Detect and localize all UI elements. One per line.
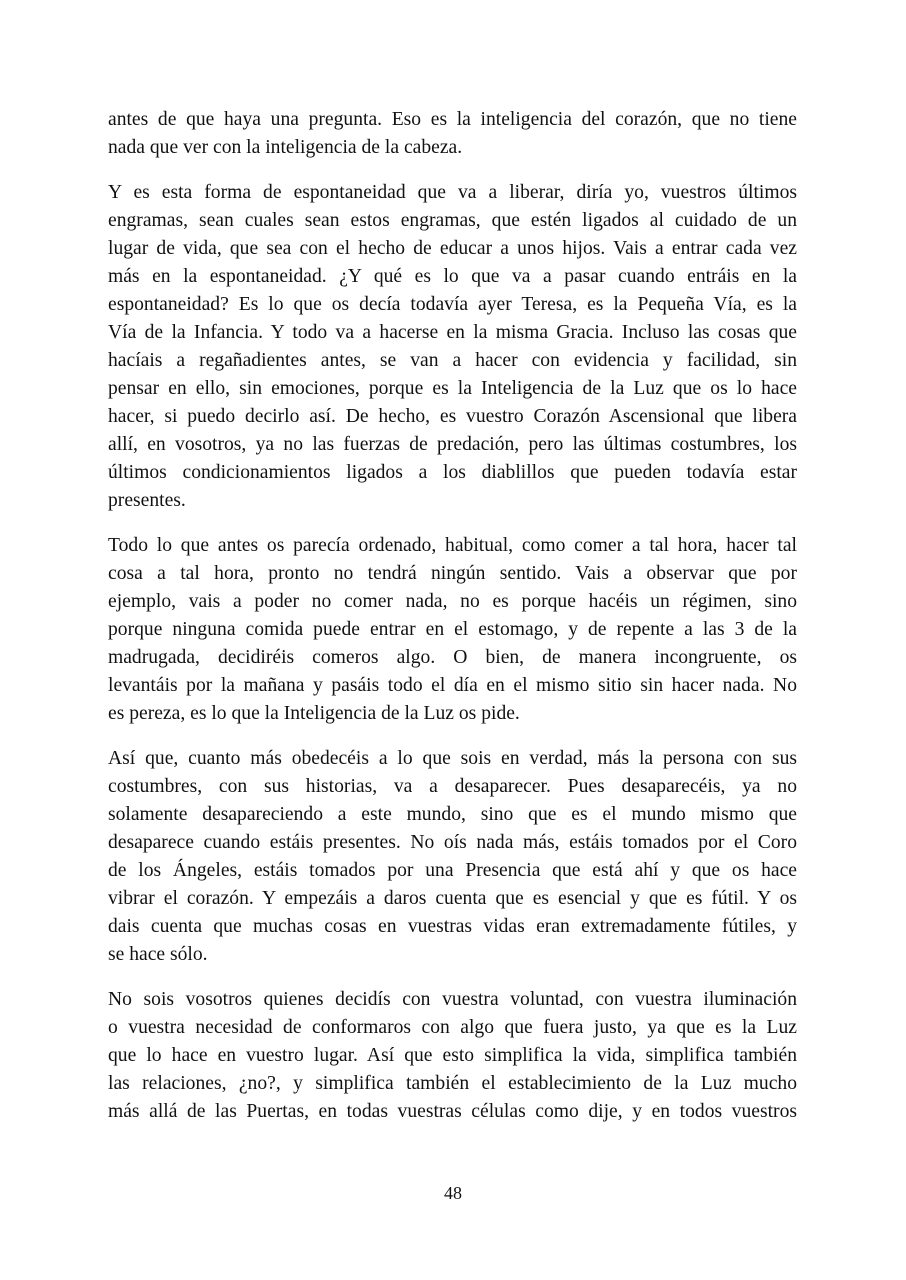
text-line: de los Ángeles, estáis tomados por una Presencia que está ahí y que os hace — [108, 860, 797, 881]
text-line: engramas, sean cuales sean estos engramas, que estén ligados al cuidado de un — [108, 210, 797, 231]
text-line: se hace sólo. — [108, 944, 208, 965]
page-number: 48 — [444, 1183, 462, 1203]
text-line: ejemplo, vais a poder no comer nada, no es porque hacéis un régimen, sino — [108, 591, 797, 612]
text-line: dais cuenta que muchas cosas en vuestras vidas eran extremadamente fútiles, y — [108, 916, 797, 937]
text-line: lugar de vida, que sea con el hecho de educar a unos hijos. Vais a entrar cada vez — [108, 238, 797, 259]
paragraph — [108, 106, 797, 162]
text-line: madrugada, decidiréis comeros algo. O bien, de manera incongruente, os — [108, 647, 797, 668]
text-line: hacíais a regañadientes antes, se van a hacer con evidencia y facilidad, sin — [108, 350, 797, 371]
text-line: pensar en ello, sin emociones, porque es la Inteligencia de la Luz que os lo hace — [108, 378, 797, 399]
text-line: que lo hace en vuestro lugar. Así que esto simplifica la vida, simplifica también — [108, 1045, 797, 1066]
text-line: No sois vosotros quienes decidís con vuestra voluntad, con vuestra iluminación — [108, 989, 797, 1010]
page-body — [108, 106, 797, 1143]
text-line: nada que ver con la inteligencia de la cabeza. — [108, 137, 463, 158]
text-line: Así que, cuanto más obedecéis a lo que sois en verdad, más la persona con sus — [108, 748, 797, 769]
text-line: levantáis por la mañana y pasáis todo el día en el mismo sitio sin hacer nada. No — [108, 675, 797, 696]
text-line: últimos condicionamientos ligados a los diablillos que pueden todavía estar — [108, 462, 797, 483]
text-line: Y es esta forma de espontaneidad que va a liberar, diría yo, vuestros últimos — [108, 182, 797, 203]
text-line: espontaneidad? Es lo que os decía todavía ayer Teresa, es la Pequeña Vía, es la — [108, 294, 797, 315]
text-line: desaparece cuando estáis presentes. No oís nada más, estáis tomados por el Coro — [108, 832, 797, 853]
text-line: o vuestra necesidad de conformaros con algo que fuera justo, ya que es la Luz — [108, 1017, 797, 1038]
text-line: allí, en vosotros, ya no las fuerzas de predación, pero las últimas costumbres, los — [108, 434, 797, 455]
text-line: más en la espontaneidad. ¿Y qué es lo que va a pasar cuando entráis en la — [108, 266, 797, 287]
paragraph — [108, 745, 797, 969]
text-line: Todo lo que antes os parecía ordenado, habitual, como comer a tal hora, hacer tal — [108, 535, 797, 556]
text-line: antes de que haya una pregunta. Eso es la inteligencia del corazón, que no tiene — [108, 109, 797, 130]
text-line: las relaciones, ¿no?, y simplifica también el establecimiento de la Luz mucho — [108, 1073, 797, 1094]
text-line: más allá de las Puertas, en todas vuestras células como dije, y en todos vuestros — [108, 1101, 797, 1122]
text-line: hacer, si puedo decirlo así. De hecho, es vuestro Corazón Ascensional que libera — [108, 406, 797, 427]
paragraph — [108, 532, 797, 728]
paragraph — [108, 179, 797, 515]
text-line: solamente desapareciendo a este mundo, sino que es el mundo mismo que — [108, 804, 797, 825]
text-line: cosa a tal hora, pronto no tendrá ningún sentido. Vais a observar que por — [108, 563, 797, 584]
paragraph — [108, 986, 797, 1126]
text-line: costumbres, con sus historias, va a desaparecer. Pues desaparecéis, ya no — [108, 776, 797, 797]
text-line: porque ninguna comida puede entrar en el estomago, y de repente a las 3 de la — [108, 619, 797, 640]
text-line: es pereza, es lo que la Inteligencia de la Luz os pide. — [108, 703, 520, 724]
text-line: Vía de la Infancia. Y todo va a hacerse en la misma Gracia. Incluso las cosas que — [108, 322, 797, 343]
text-line: presentes. — [108, 490, 186, 511]
text-line: vibrar el corazón. Y empezáis a daros cuenta que es esencial y que es fútil. Y os — [108, 888, 797, 909]
